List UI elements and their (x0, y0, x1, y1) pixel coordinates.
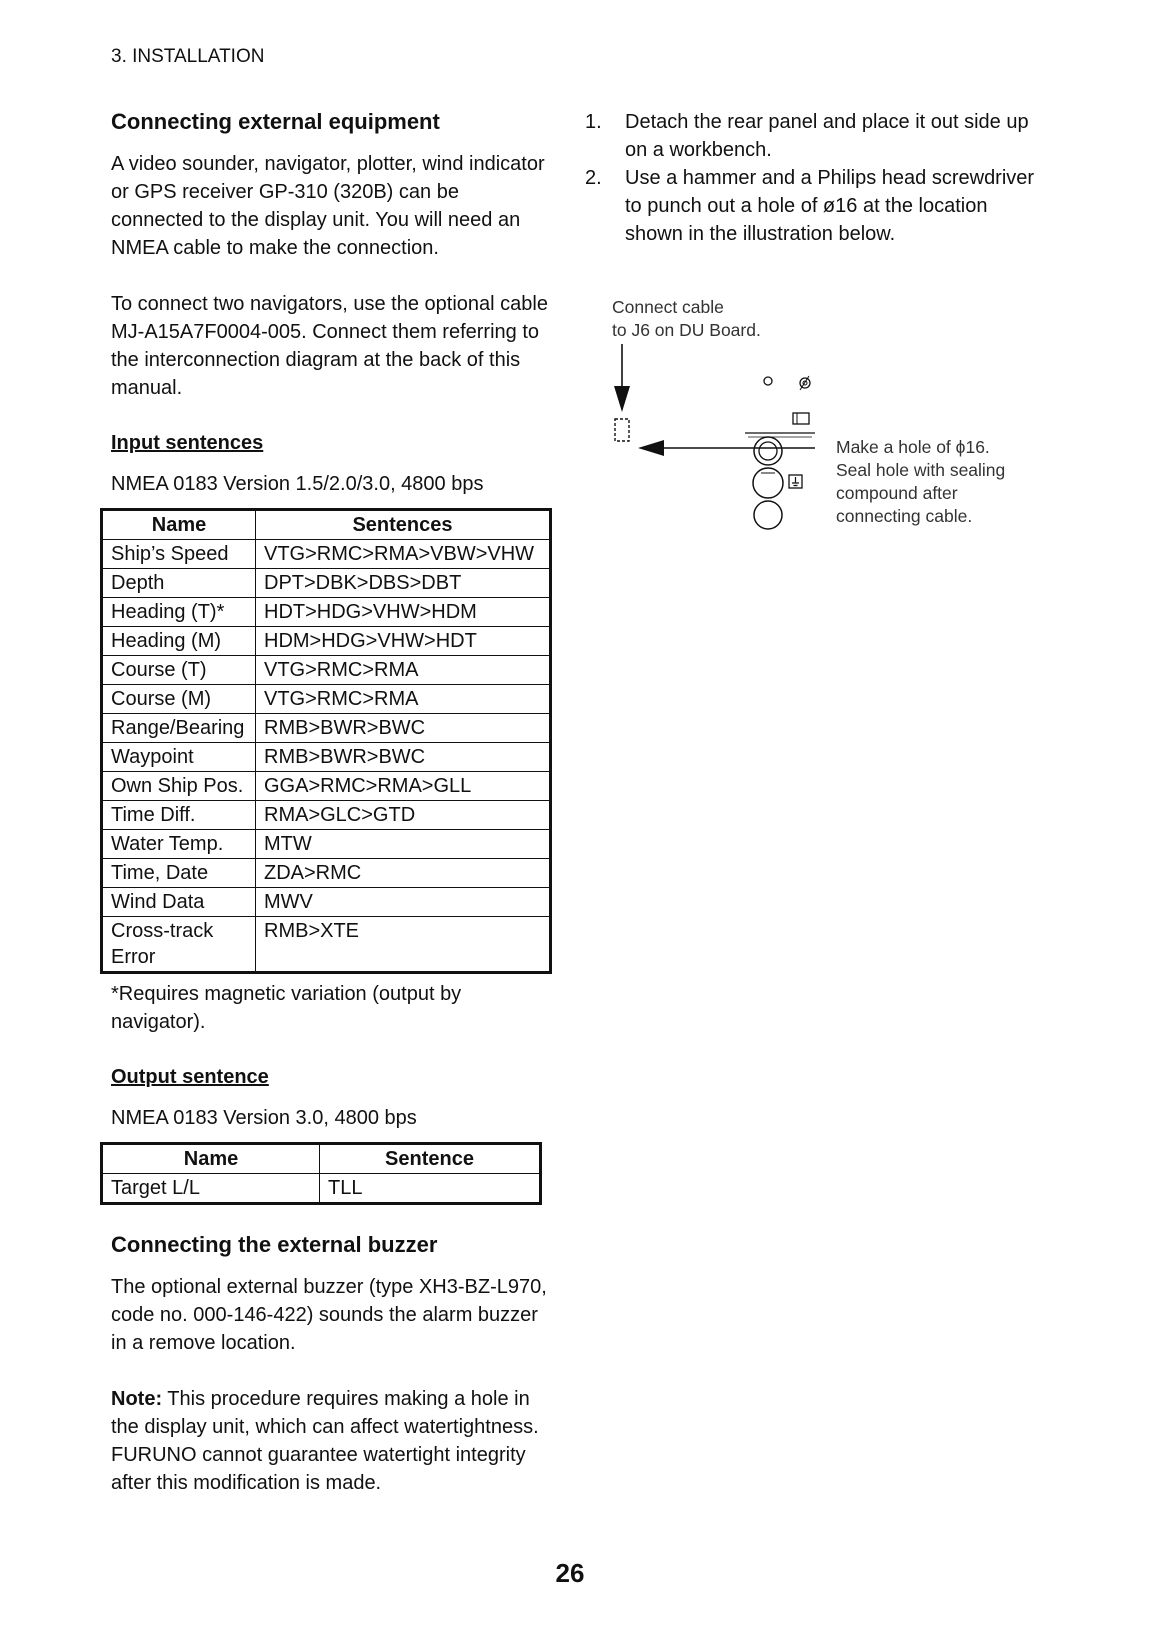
table-row (102, 685, 551, 714)
target-hole-icon (754, 437, 782, 465)
section-header: 3. INSTALLATION (111, 46, 265, 67)
col-header-name: Name (102, 1144, 320, 1174)
table-row (102, 917, 551, 973)
note-text: This procedure requires making a hole in the display unit, which can affect watertightness. FURUNO cannot guarantee watertight integrity after this modification is made. (111, 1388, 539, 1494)
step-item (585, 164, 1045, 248)
cell-sentence: VTG>RMC>RMA (256, 656, 551, 685)
col-header-name: Name (102, 510, 256, 540)
cell-name: Water Temp. (102, 830, 256, 859)
cell-sentence: RMB>BWR>BWC (256, 743, 551, 772)
cell-sentence: DPT>DBK>DBS>DBT (256, 569, 551, 598)
arrow-left-head-icon (638, 440, 664, 456)
table-row (102, 830, 551, 859)
callout-hole-line2: Seal hole with sealing (836, 460, 1006, 480)
cell-sentence: GGA>RMC>RMA>GLL (256, 772, 551, 801)
port-circle-icon (754, 501, 782, 529)
cell-name: Wind Data (102, 888, 256, 917)
callout-hole-line1: Make a hole of ϕ16. (836, 437, 990, 457)
cell-name: Own Ship Pos. (102, 772, 256, 801)
cell-name: Time, Date (102, 859, 256, 888)
step-item (585, 108, 1045, 164)
connector-outline-icon (615, 419, 629, 441)
table-row (102, 1174, 541, 1204)
callout-hole-line4: connecting cable. (836, 506, 973, 526)
output-sentence-table (100, 1142, 542, 1205)
col-header-sentence: Sentence (320, 1144, 541, 1174)
callout-hole-line3: compound after (836, 483, 958, 503)
right-column (585, 108, 1045, 248)
procedure-steps (585, 108, 1045, 248)
step-number: 1. (585, 111, 602, 133)
input-sentences-table (100, 508, 552, 974)
footnote: *Requires magnetic variation (output by navigator). (111, 983, 462, 1033)
cell-sentence: HDM>HDG>VHW>HDT (256, 627, 551, 656)
cell-sentence: MTW (256, 830, 551, 859)
buzzer-paragraph: The optional external buzzer (type XH3-BZ-L970, code no. 000-146-422) sounds the alarm buzzer in a remove location. (111, 1276, 547, 1354)
cell-sentence: VTG>RMC>RMA>VBW>VHW (256, 540, 551, 569)
note-label: Note: (111, 1388, 163, 1410)
cell-name: Range/Bearing (102, 714, 256, 743)
heading-external-equipment: Connecting external equipment (111, 109, 440, 134)
input-version: NMEA 0183 Version 1.5/2.0/3.0, 4800 bps (111, 473, 484, 495)
callout-cable-line1: Connect cable (612, 297, 724, 317)
cell-sentence: RMA>GLC>GTD (256, 801, 551, 830)
cell-name: Target L/L (102, 1174, 320, 1204)
table-row (102, 801, 551, 830)
note-paragraph (111, 1385, 551, 1497)
cell-sentence: HDT>HDG>VHW>HDM (256, 598, 551, 627)
intro-paragraph: A video sounder, navigator, plotter, wind indicator or GPS receiver GP-310 (320B) can be connected to the display unit. You will need an NMEA cable to make the connection. (111, 153, 545, 259)
cell-sentence: MWV (256, 888, 551, 917)
left-column (111, 108, 551, 1525)
table-row (102, 714, 551, 743)
output-version: NMEA 0183 Version 3.0, 4800 bps (111, 1107, 417, 1129)
cell-sentence: VTG>RMC>RMA (256, 685, 551, 714)
cell-sentence: RMB>XTE (256, 917, 551, 973)
cell-name: Course (T) (102, 656, 256, 685)
heading-external-buzzer: Connecting the external buzzer (111, 1232, 438, 1257)
cell-name: Course (M) (102, 685, 256, 714)
table-row (102, 627, 551, 656)
small-hole-icon (764, 377, 772, 385)
table-row (102, 598, 551, 627)
cell-name: Ship’s Speed (102, 540, 256, 569)
step-text: Use a hammer and a Philips head screwdriver to punch out a hole of ø16 at the location shown in the illustration below. (625, 167, 1035, 245)
cell-name: Heading (T)* (102, 598, 256, 627)
callout-make-hole (836, 436, 1005, 528)
output-sentence-heading: Output sentence (111, 1066, 269, 1088)
table-row (102, 540, 551, 569)
cell-name: Waypoint (102, 743, 256, 772)
cell-name: Heading (M) (102, 627, 256, 656)
table-row (102, 569, 551, 598)
table-row (102, 656, 551, 685)
step-text: Detach the rear panel and place it out side up on a workbench. (625, 111, 1029, 161)
rear-panel-illustration (600, 340, 830, 540)
callout-connect-cable (612, 296, 761, 342)
table-row (102, 888, 551, 917)
label-plate-icon (793, 413, 809, 424)
cell-sentence: ZDA>RMC (256, 859, 551, 888)
navigators-paragraph: To connect two navigators, use the optional cable MJ-A15A7F0004-005. Connect them referring to the interconnection diagram at the back of this manual. (111, 293, 548, 399)
arrow-down-head-icon (614, 386, 630, 412)
cell-sentence: RMB>BWR>BWC (256, 714, 551, 743)
input-sentences-heading: Input sentences (111, 432, 264, 454)
table-row (102, 772, 551, 801)
col-header-sentences: Sentences (256, 510, 551, 540)
table-row (102, 859, 551, 888)
page-number: 26 (555, 1558, 585, 1588)
cell-name: Cross-track Error (102, 917, 256, 973)
step-number: 2. (585, 167, 602, 189)
cell-name: Depth (102, 569, 256, 598)
table-row (102, 743, 551, 772)
cell-sentence: TLL (320, 1174, 541, 1204)
cell-name: Time Diff. (102, 801, 256, 830)
callout-cable-line2: to J6 on DU Board. (612, 320, 761, 340)
